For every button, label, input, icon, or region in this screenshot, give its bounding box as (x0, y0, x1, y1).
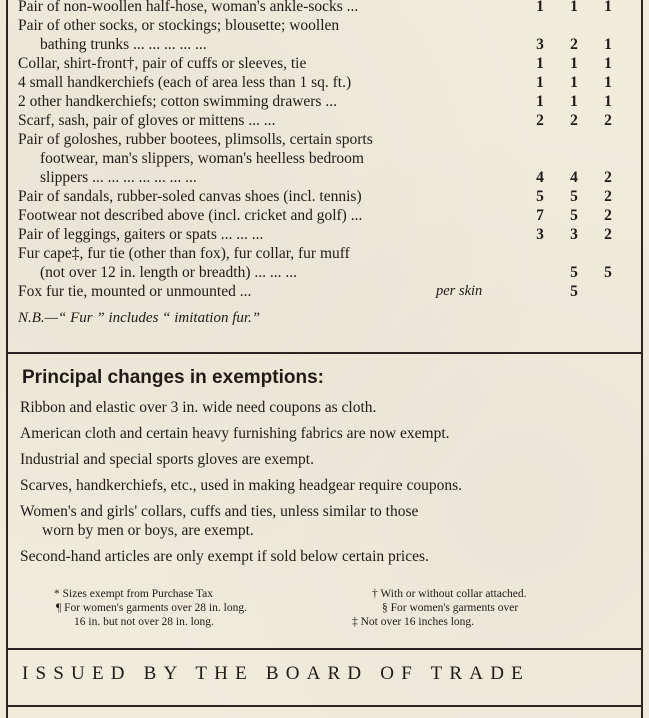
footnote-women-28: ¶ For women's garments over 28 in. long. (56, 602, 247, 614)
coupon-value: 1 (604, 93, 612, 110)
exemption-item (20, 450, 636, 469)
coupon-row (18, 16, 638, 35)
coupon-row (18, 168, 638, 187)
coupon-row (18, 54, 638, 73)
coupon-value: 3 (570, 226, 578, 243)
coupon-value: 3 (536, 226, 544, 243)
coupon-value: 2 (570, 36, 578, 53)
exemption-text: Scarves, handkerchiefs, etc., used in making headgear require coupons. (20, 477, 463, 494)
exemptions-heading: Principal changes in exemptions: (22, 367, 324, 388)
coupon-value: 1 (604, 36, 612, 53)
coupon-item-text: Collar, shirt-front†, pair of cuffs or sleeves, tie (18, 55, 307, 72)
issued-rule (6, 648, 643, 650)
coupon-value: 2 (536, 112, 544, 129)
exemption-text: Women's and girls' collars, cuffs and ties, unless similar to those (20, 503, 419, 520)
exemptions-section (16, 366, 636, 573)
coupon-value: 1 (604, 0, 612, 15)
coupon-value: 2 (604, 188, 612, 205)
coupon-value: 5 (570, 207, 578, 224)
exemption-item (20, 547, 636, 566)
coupon-item-text: Pair of leggings, gaiters or spats ... ... ... (18, 226, 264, 243)
coupon-row (18, 35, 638, 54)
footnote-sizes: * Sizes exempt from Purchase Tax (54, 588, 213, 600)
coupon-value: 1 (570, 93, 578, 110)
footnote-women-16: § For women's garments over (382, 602, 519, 614)
coupon-table (18, 0, 638, 328)
coupon-item-text: (not over 12 in. length or breadth) ... ... ... (40, 264, 297, 281)
coupon-item-text: bathing trunks ... ... ... ... ... (40, 36, 207, 53)
coupon-item-text: 2 other handkerchiefs; cotton swimming drawers ... (18, 93, 337, 110)
coupon-value: 5 (570, 283, 578, 300)
exemption-text: Industrial and special sports gloves are exempt. (20, 451, 314, 468)
per-skin-note: per skin (436, 283, 483, 299)
coupon-value: 1 (536, 55, 544, 72)
coupon-value: 5 (536, 188, 544, 205)
coupon-item-text: Fur cape‡, fur tie (other than fox), fur collar, fur muff (18, 245, 350, 262)
coupon-value: 1 (570, 55, 578, 72)
exemption-item (20, 476, 636, 495)
coupon-value: 2 (604, 226, 612, 243)
coupon-value: 2 (604, 169, 612, 186)
footnote-collar: † With or without collar attached. (372, 588, 527, 600)
frame-right-rule (641, 0, 643, 718)
exemption-text: Second-hand articles are only exempt if sold below certain prices. (20, 548, 429, 565)
exemption-item (20, 398, 636, 417)
coupon-row (18, 206, 638, 225)
footnote-women-16-cont: 16 in. but not over 28 in. long. (74, 616, 214, 628)
coupon-item-text: Pair of other socks, or stockings; blousette; woollen (18, 17, 340, 34)
coupon-item-text: 4 small handkerchiefs (each of area less than 1 sq. ft.) (18, 74, 352, 91)
coupon-value: 1 (536, 93, 544, 110)
coupon-value: 2 (604, 207, 612, 224)
coupon-row (18, 282, 638, 301)
coupon-value: 5 (570, 264, 578, 281)
coupon-value: 7 (536, 207, 544, 224)
coupon-value: 3 (536, 36, 544, 53)
exemption-text: Ribbon and elastic over 3 in. wide need coupons as cloth. (20, 399, 377, 416)
frame-left-rule (6, 0, 8, 718)
section-divider (6, 352, 643, 354)
exemption-item (20, 502, 636, 540)
exemptions-list (16, 398, 636, 566)
coupon-row (18, 111, 638, 130)
exemption-item (20, 424, 636, 443)
coupon-item-text: Pair of goloshes, rubber bootees, plimsolls, certain sports (18, 131, 373, 148)
coupon-value: 1 (570, 74, 578, 91)
coupon-item-text: Pair of non-woollen half-hose, woman's ankle-socks ... (18, 0, 359, 15)
coupon-value: 1 (604, 74, 612, 91)
coupon-item-text: Pair of sandals, rubber-soled canvas shoes (incl. tennis) (18, 188, 362, 205)
coupon-value: 5 (604, 264, 612, 281)
coupon-row (18, 263, 638, 282)
coupon-row (18, 225, 638, 244)
coupon-value: 4 (570, 169, 578, 186)
coupon-row (18, 187, 638, 206)
footnotes (16, 588, 636, 630)
coupon-row (18, 73, 638, 92)
coupon-value: 5 (570, 188, 578, 205)
coupon-value: 1 (536, 74, 544, 91)
coupon-value: 1 (536, 0, 544, 15)
coupon-row (18, 130, 638, 149)
coupon-value: 2 (570, 112, 578, 129)
exemption-text: worn by men or boys, are exempt. (42, 522, 254, 539)
coupon-row (18, 244, 638, 263)
coupon-item-text: Footwear not described above (incl. cricket and golf) ... (18, 207, 363, 224)
coupon-value: 4 (536, 169, 544, 186)
coupon-row (18, 149, 638, 168)
coupon-value: 1 (570, 0, 578, 15)
coupon-item-text: Fox fur tie, mounted or unmounted ... (18, 283, 252, 300)
coupon-value: 1 (604, 55, 612, 72)
coupon-item-text: footwear, man's slippers, woman's heelless bedroom (40, 150, 364, 167)
coupon-value: 2 (604, 112, 612, 129)
exemption-text: American cloth and certain heavy furnishing fabrics are now exempt. (20, 425, 450, 442)
coupon-row (18, 92, 638, 111)
issued-by-board-of-trade: ISSUED BY THE BOARD OF TRADE (22, 663, 530, 684)
coupon-row (18, 0, 638, 16)
fur-note: N.B.—“ Fur ” includes “ imitation fur.” (18, 310, 261, 326)
coupon-item-text: slippers ... ... ... ... ... ... ... (40, 169, 197, 186)
coupon-item-text: Scarf, sash, pair of gloves or mittens ... ... (18, 112, 276, 129)
footnote-not-16: ‡ Not over 16 inches long. (352, 616, 475, 628)
frame-bottom-rule (6, 705, 643, 707)
